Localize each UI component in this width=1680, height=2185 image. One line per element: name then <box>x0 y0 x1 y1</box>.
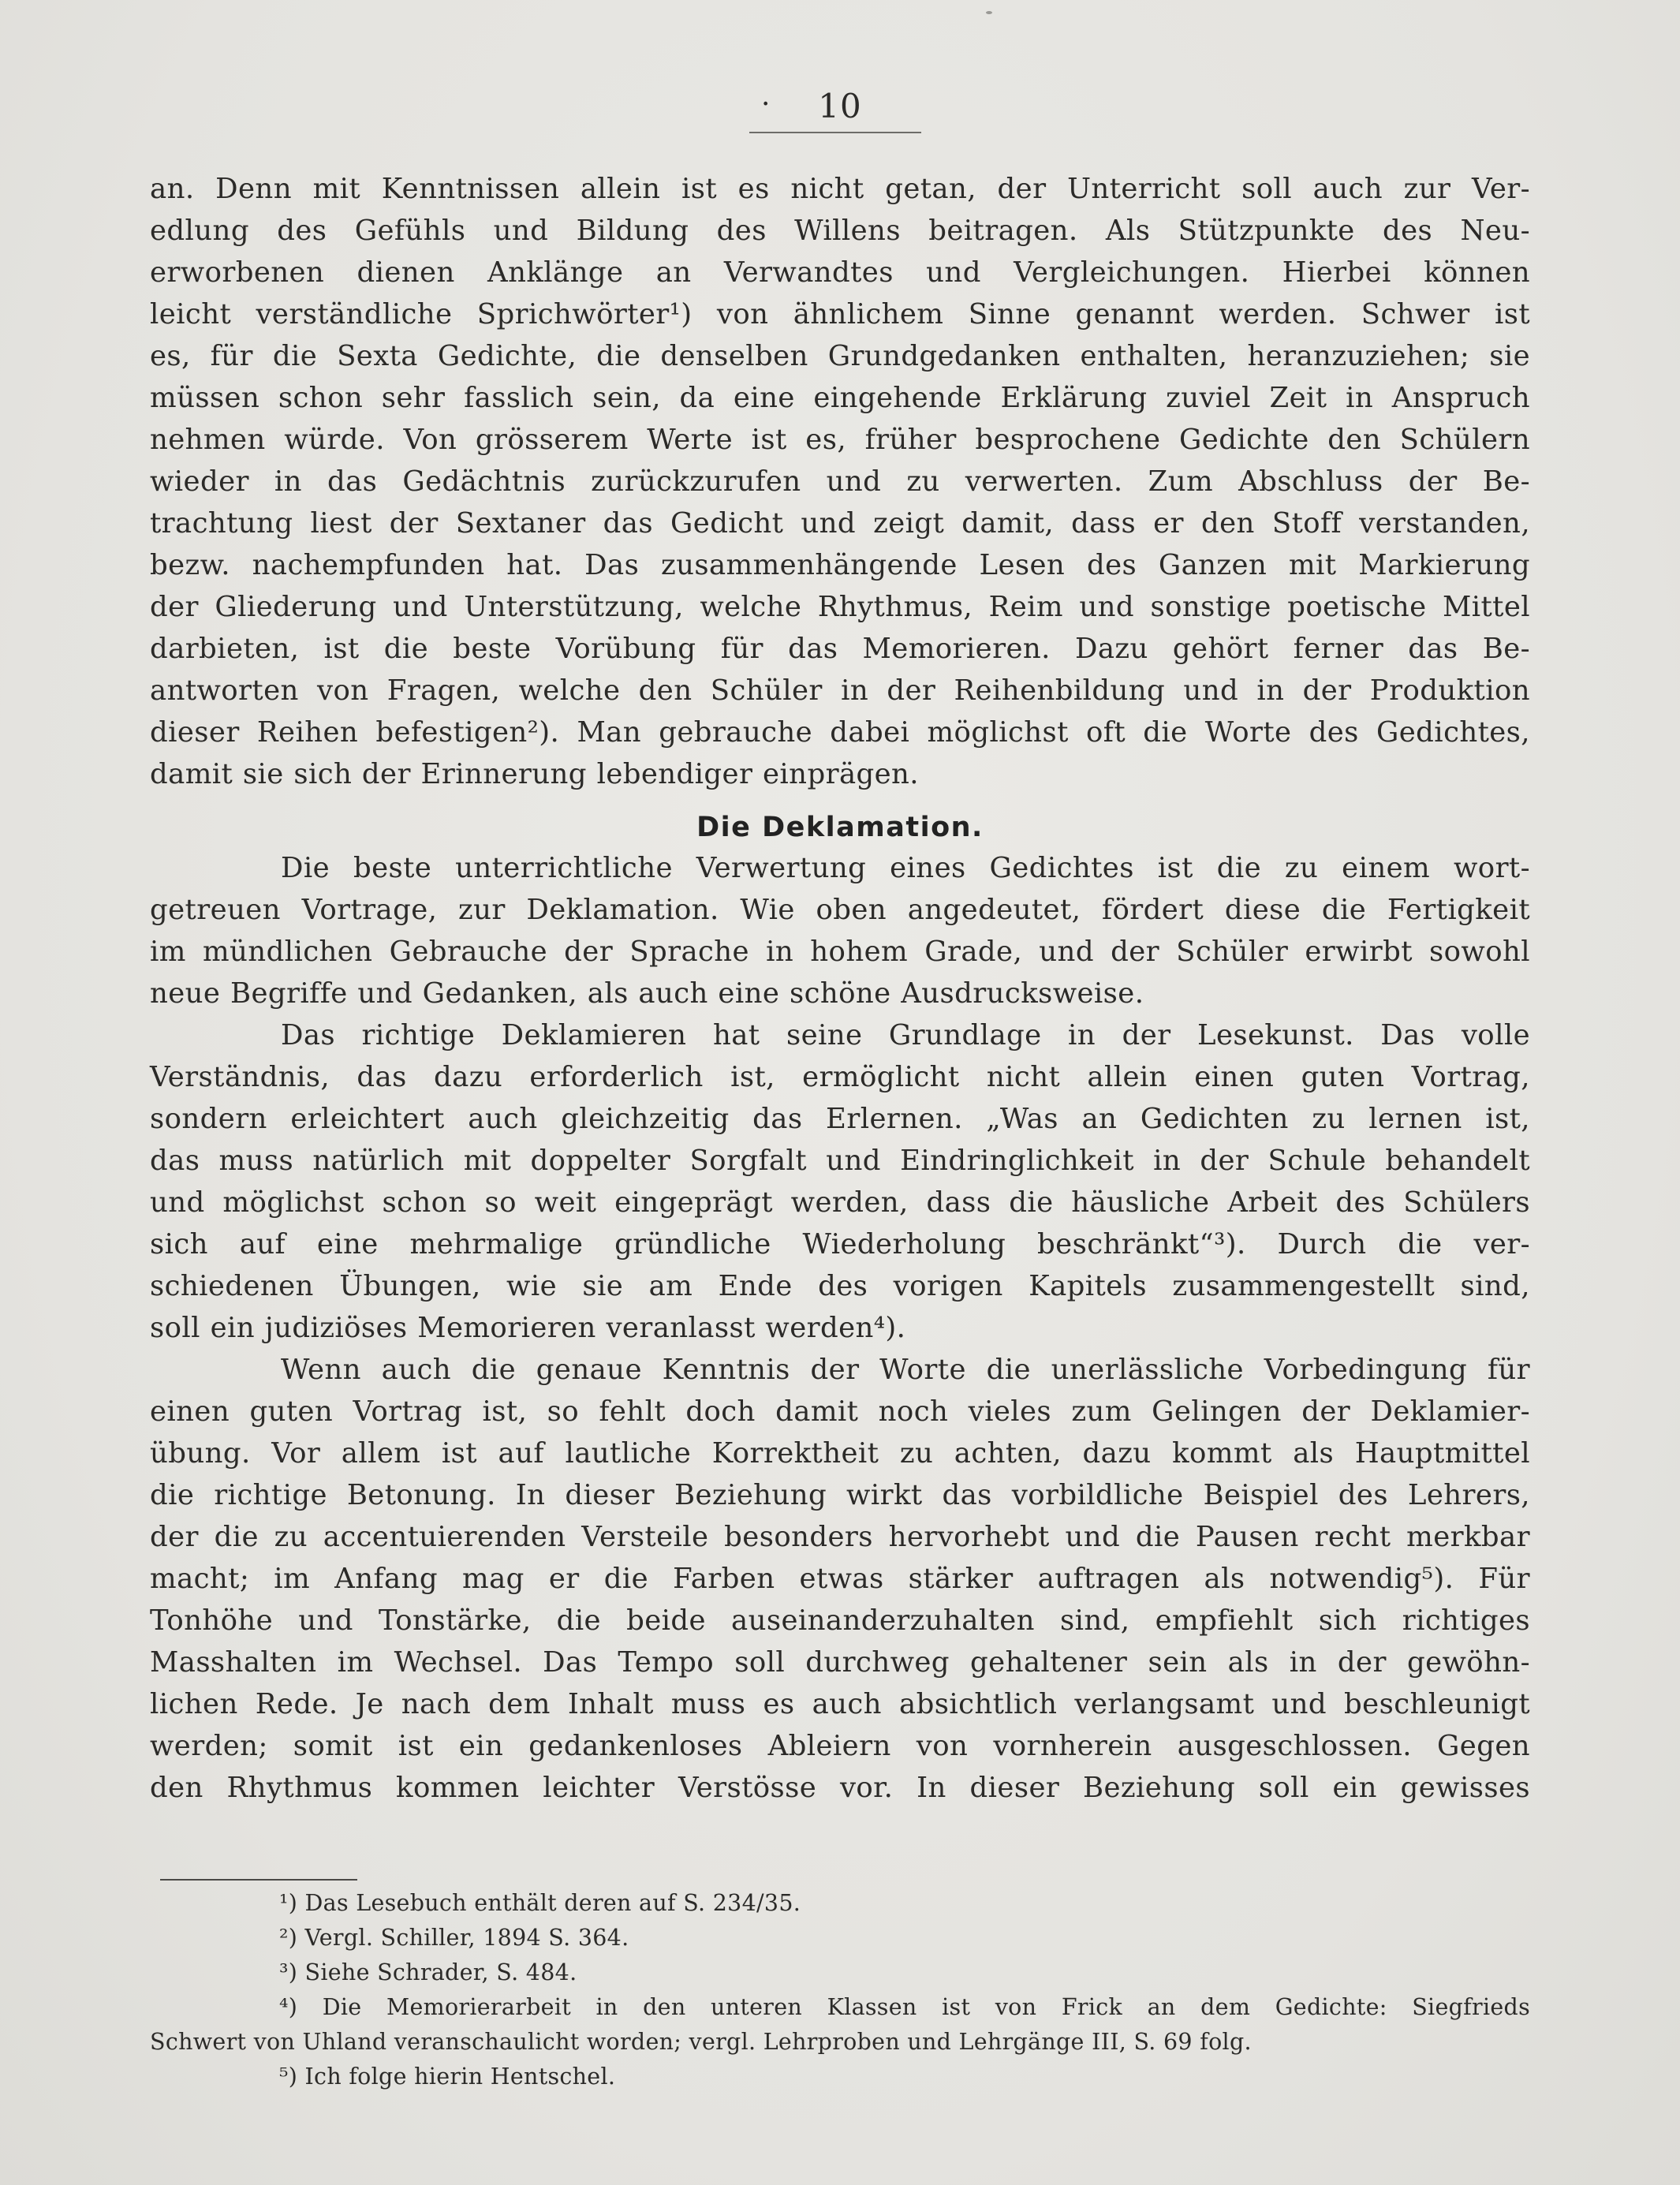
text-line: dieser Reihen befestigen²). Man gebrauche dabei möglichst oft die Worte des Gedichtes, <box>150 716 1530 749</box>
footnote-separator <box>160 1879 357 1881</box>
text-line: soll ein judiziöses Memorieren veranlasst werden⁴). <box>150 1312 906 1344</box>
text-line: und möglichst schon so weit eingeprägt werden, dass die häusliche Arbeit des Schülers <box>150 1186 1530 1219</box>
text-line: müssen schon sehr fasslich sein, da eine eingehende Erklärung zuviel Zeit in Anspruch <box>150 382 1530 414</box>
text-line: wieder in das Gedächtnis zurückzurufen und zu verwerten. Zum Abschluss der Be- <box>150 465 1530 498</box>
footnote-continuation: Schwert von Uhland veranschaulicht worden; vergl. Lehrproben und Lehrgänge III, S. 69 folg. <box>150 2029 1252 2055</box>
page-number: 10 <box>818 87 862 125</box>
text-line: neue Begriffe und Gedanken, als auch eine schöne Ausdrucksweise. <box>150 977 1144 1010</box>
text-line: sich auf eine mehrmalige gründliche Wiederholung beschränkt“³). Durch die ver- <box>150 1228 1530 1261</box>
text-line: lichen Rede. Je nach dem Inhalt muss es auch absichtlich verlangsamt und beschleunigt <box>150 1688 1530 1720</box>
text-line: Verständnis, das dazu erforderlich ist, ermöglicht nicht allein einen guten Vortrag, <box>150 1061 1530 1093</box>
text-line: einen guten Vortrag ist, so fehlt doch damit noch vieles zum Gelingen der Deklamier- <box>150 1395 1530 1428</box>
text-line: Tonhöhe und Tonstärke, die beide auseinanderzuhalten sind, empfiehlt sich richtiges <box>150 1604 1530 1637</box>
footnote: ¹) Das Lesebuch enthält deren auf S. 234/35. <box>279 1890 801 1916</box>
text-line: nehmen würde. Von grösserem Werte ist es, früher besprochene Gedichte den Schülern <box>150 424 1530 456</box>
text-line: getreuen Vortrage, zur Deklamation. Wie oben angedeutet, fördert diese die Fertigkeit <box>150 894 1530 926</box>
text-line: sondern erleichtert auch gleichzeitig das Erlernen. „Was an Gedichten zu lernen ist, <box>150 1103 1530 1135</box>
text-line: der Gliederung und Unterstützung, welche Rhythmus, Reim und sonstige poetische Mittel <box>150 591 1530 623</box>
page-marker: · <box>761 88 771 121</box>
text-line: schiedenen Übungen, wie sie am Ende des vorigen Kapitels zusammengestellt sind, <box>150 1270 1530 1302</box>
text-line: das muss natürlich mit doppelter Sorgfalt und Eindringlichkeit in der Schule behandelt <box>150 1145 1530 1177</box>
text-line: damit sie sich der Erinnerung lebendiger einprägen. <box>150 758 919 790</box>
text-line: leicht verständliche Sprichwörter¹) von ähnlichem Sinne genannt werden. Schwer ist <box>150 298 1530 331</box>
text-line: im mündlichen Gebrauche der Sprache in hohem Grade, und der Schüler erwirbt sowohl <box>150 936 1530 968</box>
page-number-rule <box>749 132 921 133</box>
text-line: erworbenen dienen Anklänge an Verwandtes und Vergleichungen. Hierbei können <box>150 256 1530 289</box>
footnote: ⁴) Die Memorierarbeit in den unteren Klassen ist von Frick an dem Gedichte: Siegfrieds <box>279 1994 1530 2020</box>
text-line: übung. Vor allem ist auf lautliche Korrektheit zu achten, dazu kommt als Hauptmittel <box>150 1437 1530 1470</box>
text-line: die richtige Betonung. In dieser Beziehung wirkt das vorbildliche Beispiel des Lehrers, <box>150 1479 1530 1511</box>
body-text <box>150 168 1530 1809</box>
text-line: es, für die Sexta Gedichte, die denselben Grundgedanken enthalten, heranzuziehen; sie <box>150 340 1530 372</box>
text-line: macht; im Anfang mag er die Farben etwas stärker auftragen als notwendig⁵). Für <box>150 1563 1530 1595</box>
text-line: werden; somit ist ein gedankenloses Ableiern von vornherein ausgeschlossen. Gegen <box>150 1730 1530 1762</box>
footnote: ²) Vergl. Schiller, 1894 S. 364. <box>279 1925 629 1951</box>
footnotes <box>150 1886 1530 2094</box>
text-line: Die beste unterrichtliche Verwertung eines Gedichtes ist die zu einem wort- <box>281 852 1530 884</box>
text-line: der die zu accentuierenden Versteile besonders hervorhebt und die Pausen recht merkbar <box>150 1521 1530 1553</box>
section-heading: Die Deklamation. <box>696 812 984 843</box>
text-line: den Rhythmus kommen leichter Verstösse vor. In dieser Beziehung soll ein gewisses <box>150 1772 1530 1804</box>
text-line: Wenn auch die genaue Kenntnis der Worte die unerlässliche Vorbedingung für <box>281 1354 1530 1386</box>
footnote: ³) Siehe Schrader, S. 484. <box>279 1959 577 1985</box>
paper-speck <box>986 11 992 14</box>
footnote: ⁵) Ich folge hierin Hentschel. <box>279 2064 616 2090</box>
text-line: Masshalten im Wechsel. Das Tempo soll durchweg gehaltener sein als in der gewöhn- <box>150 1646 1530 1679</box>
text-line: Das richtige Deklamieren hat seine Grundlage in der Lesekunst. Das volle <box>281 1019 1530 1051</box>
text-line: an. Denn mit Kenntnissen allein ist es nicht getan, der Unterricht soll auch zur Ver- <box>150 173 1530 205</box>
text-line: antworten von Fragen, welche den Schüler in der Reihenbildung und in der Produktion <box>150 674 1530 707</box>
text-line: edlung des Gefühls und Bildung des Willens beitragen. Als Stützpunkte des Neu- <box>150 215 1530 247</box>
text-line: darbieten, ist die beste Vorübung für das Memorieren. Dazu gehört ferner das Be- <box>150 633 1530 665</box>
text-line: trachtung liest der Sextaner das Gedicht und zeigt damit, dass er den Stoff verstanden, <box>150 507 1530 540</box>
text-line: bezw. nachempfunden hat. Das zusammenhängende Lesen des Ganzen mit Markierung <box>150 549 1530 581</box>
